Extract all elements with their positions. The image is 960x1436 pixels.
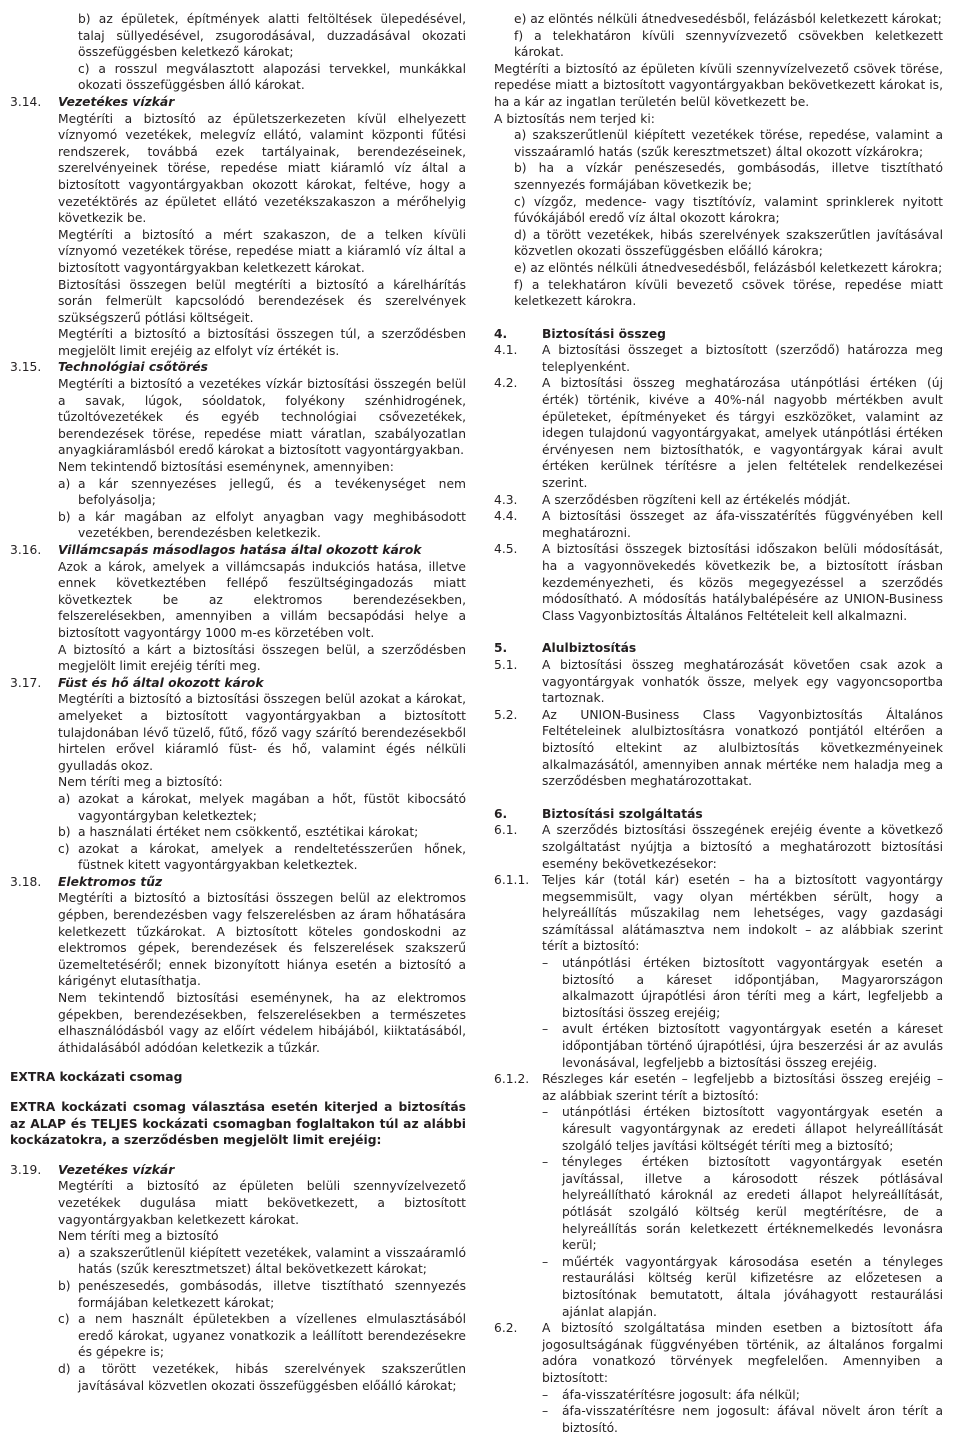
numbered-paragraph: 6.1.1. Teljes kár (totál kár) esetén – ha a biztosított vagyontárgy megsemmisült, vagy olyan mértékben sérült, hogy a helyreállítás műszakilag nem lehetséges, vagy gazdasági számítással alátámasztva nem indokolt – az alábbiak szerint térít a biztosító:: [494, 873, 943, 954]
paragraph: Nem tekintendő biztosítási eseménynek, amennyiben:: [58, 460, 394, 475]
list-item: b) a használati értéket nem csökkentő, esztétikai károkat;: [58, 825, 419, 840]
list-item: e) az elöntés nélküli átnedvesedésből, felázásból keletkezett károkra;: [514, 260, 943, 275]
paragraph: Megtéríti a biztosító a mért szakaszon, de a telken kívüli víznyomó vezetékek törése, repedése miatt a kiáramló víz által a biztosított vagyontárgyakban keletkezett károkat.: [58, 227, 466, 275]
right-column: [494, 11, 943, 1436]
dash-item: – tényleges értéken biztosított vagyontárgyak esetén javítással, illetve a károsodott részek pótlásával helyreállítható károknál az eredeti állapot helyreállítását, pótlását szolgáló költség kerül megtérítésre, de a helyreállítás során keletkezett értéknemelkedés levonásra kerül;: [542, 1155, 943, 1253]
section-heading-3-18: 3.18. Elektromos tűz: [10, 874, 163, 889]
section-heading-3-17: 3.17. Füst és hő által okozott károk: [10, 675, 264, 690]
list-item: c) azokat a károkat, amelyek a rendeltetésszerűen hőnek, füstnek kitett vagyontárgyakban keletkeztek.: [58, 841, 466, 873]
list-item: b) a kár magában az elfolyt anyagban vagy meghibásodott vezetékben, berendezésben keletkezik.: [58, 509, 466, 541]
dash-item: – áfa-visszatérítésre nem jogosult: áfával növelt áron térít a biztosító.: [542, 1404, 943, 1435]
list-item: c) a rosszul megválasztott alapozási tervekkel, munkákkal okozati összefüggésben álló károkat.: [78, 61, 466, 93]
paragraph: Megtéríti a biztosító a biztosítási összegen belül azokat a károkat, amelyeket a biztosított vagyontárgyakban a biztosított tulajdonában lévő tüzelő, fűtő, főző vagy szárító berendezésekből hirtelen erővel kiáramló füst- és hő, valamint égés nélküli gyulladás okoz.: [58, 692, 466, 773]
list-item: d) a törött vezetékek, hibás szerelvények szakszerűtlen javításával közvetlen okozati összefüggésben előálló károkra;: [514, 227, 943, 259]
paragraph: Megtéríti a biztosító a biztosítási összegen túl, a szerződésben megjelölt limit erejéig az elfolyt víz értékét is.: [58, 327, 466, 358]
section-heading-6: 6. Biztosítási szolgáltatás: [494, 806, 703, 821]
numbered-paragraph: 4.3. A szerződésben rögzíteni kell az értékelés módját.: [494, 492, 851, 507]
left-column: [10, 11, 466, 1394]
paragraph: A biztosítás nem terjed ki:: [494, 111, 655, 126]
paragraph: Biztosítási összegen belül megtéríti a biztosító a kárelhárítás során felmerült kapcsolódó berendezések és szerelvények szükségszerű pótlási költségeit.: [58, 277, 466, 325]
paragraph: A biztosító a kárt a biztosítási összegen belül, a szerződésben megjelölt limit erejéig téríti meg.: [58, 642, 466, 674]
section-heading-4: 4. Biztosítási összeg: [494, 326, 666, 341]
section-heading-3-16: 3.16. Villámcsapás másodlagos hatása által okozott károk: [10, 543, 422, 557]
numbered-paragraph: 4.5. A biztosítási összegek biztosítási időszakon belüli módosítását, ha a vagyonnövekedés következik be, a biztosított írásban kezdeményezheti, és közös megegyezéssel a szerződés módosítható. A módosítás hatálybalépésére az UNION-Business Class Vagyonbiztosítás Általános Feltételeit kell alkalmazni.: [494, 542, 943, 623]
paragraph: Megtéríti a biztosító az épületen kívüli szennyvízelvezető csövek törése, repedése miatt a biztosított vagyontárgyakban bekövetkezett károkat is, ha a kár az ingatlan területén belül következett be.: [494, 61, 943, 109]
numbered-paragraph: 6.1.2. Részleges kár esetén – legfeljebb a biztosítási összeg erejéig – az alábbiak szerint térít a biztosító:: [494, 1072, 943, 1103]
paragraph: Nem téríti meg a biztosító:: [58, 775, 223, 790]
numbered-paragraph: 4.2. A biztosítási összeg meghatározása utánpótlási értéken (új érték) történik, kivéve a 40%-nál nagyobb mértékben avult épületeket, építményeket és tárgyi eszközöket, valamint az idegen tulajdonú vagyontárgyakat, amelyek utánpótlási értéken érvényesen nem biztosíthatók, e vagyontárgyak kárai avult értéken kerülnek térítésre a jelen feltételek rendelkezései szerint.: [494, 376, 943, 491]
numbered-paragraph: 6.1. A szerződés biztosítási összegének erejéig évente a következő szolgáltatást nyújtja a biztosító a meghatározott biztosítási esemény bekövetkezésekor:: [494, 823, 943, 871]
list-item: f) a telekhatáron kívüli bevezető csövek törése, repedése miatt keletkezett károkra.: [514, 277, 943, 309]
extra-package-description: EXTRA kockázati csomag választása esetén kiterjed a biztosítás az ALAP és TELJES kockázati csomagban foglaltakon túl az alábbi kockázatokra, a szerződésben megjelölt limit erejéig:: [10, 1100, 466, 1148]
paragraph: Nem tekintendő biztosítási eseménynek, ha az elektromos gépekben, berendezésekben, felszerelésekben a természetes elhasználódásból vagy az előírt védelem hibájából, kiiktatásából, áthidalásából adódóan keletkezik a tűzkár.: [58, 991, 466, 1055]
paragraph: Azok a károk, amelyek a villámcsapás indukciós hatása, illetve ennek következtében fellépő feszültségingadozás miatt következtek be az elektromos berendezésekben, felszerelésekben, amennyiben a villám becsapódási helye a biztosított vagyontárgy 1000 m-es körzetében volt.: [58, 559, 466, 640]
extra-package-title: EXTRA kockázati csomag: [10, 1070, 183, 1085]
list-item: a) azokat a károkat, melyek magában a hőt, füstöt kibocsátó vagyontárgyban keletkeztek;: [58, 791, 466, 823]
paragraph: Megtéríti a biztosító a vezetékes vízkár biztosítási összegén belül a savak, lúgok, sóoldatok, folyékony szénhidrogének, tűzoltóvezetékek és egyéb technológiai csővezetékek, berendezések törése, repedése miatt váratlan, szabályozatlan anyagkiáramlásból eredő károkat a biztosított vagyontárgyakban.: [58, 377, 466, 458]
paragraph: Megtéríti a biztosító az épületszerkezeten kívül elhelyezett víznyomó vezetékek, melegvíz ellátó, valamint központi fűtési rendszerek, továbbá ezek tartályainak, berendezéseinek, szerelvényeinek törése, repedése miatt kiáramló víz által a biztosított vagyontárgyakban okozott károkat, feltéve, hogy a vezetéktörés az épületet ellátó vezetékszakaszon a mérőhelyig következik be.: [58, 111, 466, 226]
dash-item: – műérték vagyontárgyak károsodása esetén a tényleges restaurálási költség kerül kifizetésre az előzetesen a biztosítónak bemutatott, általa jóváhagyott restaurálási ajánlat alapján.: [542, 1254, 943, 1319]
numbered-paragraph: 4.4. A biztosítási összeget az áfa-visszatérítés függvényében kell meghatározni.: [494, 509, 943, 540]
dash-item: – avult értéken biztosított vagyontárgyak esetén a káreset időpontjában történő újrapótlési, újra beszerzési ár az avulás levonásával, legfeljebb a biztosítási összeg erejéig.: [542, 1022, 943, 1070]
list-item: f) a telekhatáron kívüli szennyvízvezető csövekben keletkezett károkat.: [514, 28, 943, 60]
paragraph: Megtéríti a biztosító a biztosítási összegen belül az elektromos gépben, berendezésben vagy felszerelésben az áram hőhatására keletkezett tűzkárokat. A biztosított köteles gondoskodni az elektromos gépek, berendezések és felszerelések szakszerű üzemeltetéséről; ennek bizonyított hiánya esetén a biztosító a kárigényt elutasíthatja.: [58, 891, 466, 989]
list-item: a) szakszerűtlenül kiépített vezetékek törése, repedése, valamint a visszaáramló hatás (szűk keresztmetszet) által okozott vízkárokra;: [514, 128, 943, 159]
list-item: d) a törött vezetékek, hibás szerelvények szakszerűtlen javításával közvetlen okozati összefüggésben előálló károkat;: [58, 1361, 466, 1393]
list-item: b) penészesedés, gombásodás, illetve tisztítható szennyezés formájában keletkezett károkat;: [58, 1278, 466, 1310]
list-item: c) vízgőz, medence- vagy tisztítóvíz, valamint sprinklerek nyitott fúvókájából eredő víz által okozott károkra;: [514, 194, 943, 226]
list-item: e) az elöntés nélküli átnedvesedésből, felázásból keletkezett károkat;: [514, 12, 942, 26]
list-item: b) ha a vízkár penészesedés, gombásodás, illetve tisztítható szennyezés formájában következik be;: [514, 161, 943, 192]
dash-item: – áfa-visszatérítésre jogosult: áfa nélkül;: [542, 1387, 800, 1402]
list-item: b) az épületek, építmények alatti feltöltések ülepedésével, talaj süllyedésével, zsugorodásával, duzzadásával okozati összefüggésben keletkező károkat;: [78, 12, 466, 60]
numbered-paragraph: 5.1. A biztosítási összeg meghatározását követően csak azok a vagyontárgyak vonhatók össze, melyek egy vagyoncsoportba tartoznak.: [494, 657, 943, 706]
list-item: a) a szakszerűtlenül kiépített vezetékek, valamint a visszaáramló hatás (szűk keresztmetszet) által bekövetkezett károkat;: [58, 1245, 466, 1277]
paragraph: Nem téríti meg a biztosító: [58, 1229, 219, 1244]
section-heading-5: 5. Alulbiztosítás: [494, 641, 637, 656]
paragraph: Megtéríti a biztosító az épületen belüli szennyvízelvezető vezetékek dugulása miatt bekövetkezett, a biztosított vagyontárgyakban keletkezett károkat.: [58, 1179, 466, 1227]
section-heading-3-14: 3.14. Vezetékes vízkár: [10, 94, 175, 109]
numbered-paragraph: 6.2. A biztosító szolgáltatása minden esetben a biztosított áfa jogosultságának függvényében történik, az általános forgalmi adóra vonatkozó törvények megfelelően. Amennyiben a biztosított:: [494, 1321, 943, 1385]
dash-item: – utánpótlási értéken biztosított vagyontárgyak esetén a káresult vagyontárgynak az eredeti állapot helyreállítását szolgáló teljes javítási költségét téríti meg a biztosító;: [542, 1105, 943, 1153]
list-item: c) a nem használt épületekben a vízellenes elmulasztásából eredő károkat, ugyanez vonatkozik a leállított berendezésekre és gépekre is;: [58, 1312, 466, 1360]
section-heading-3-19: 3.19. Vezetékes vízkár: [10, 1162, 175, 1177]
numbered-paragraph: 4.1. A biztosítási összeget a biztosított (szerződő) határozza meg teleplyenként.: [494, 343, 943, 374]
dash-item: – utánpótlási értéken biztosított vagyontárgyak esetén a biztosító a káreset időpontjában, Magyarországon alkalmazott újrapótlési áron téríti meg a kárt, legfeljebb a biztosítási összeg erejéig;: [542, 956, 943, 1020]
numbered-paragraph: 5.2. Az UNION-Business Class Vagyonbiztosítás Általános Feltételeinek alulbiztosításra vonatkozó pontjától eltérően a biztosító eltekint az alulbiztosítás következményeinek alkalmazásától, amennyiben annak mértéke nem haladja meg a szerződésben meghatározottakat.: [494, 707, 943, 789]
list-item: a) a kár szennyezéses jellegű, és a tevékenységet nem befolyásolja;: [58, 476, 466, 508]
section-heading-3-15: 3.15. Technológiai csőtörés: [10, 360, 208, 375]
